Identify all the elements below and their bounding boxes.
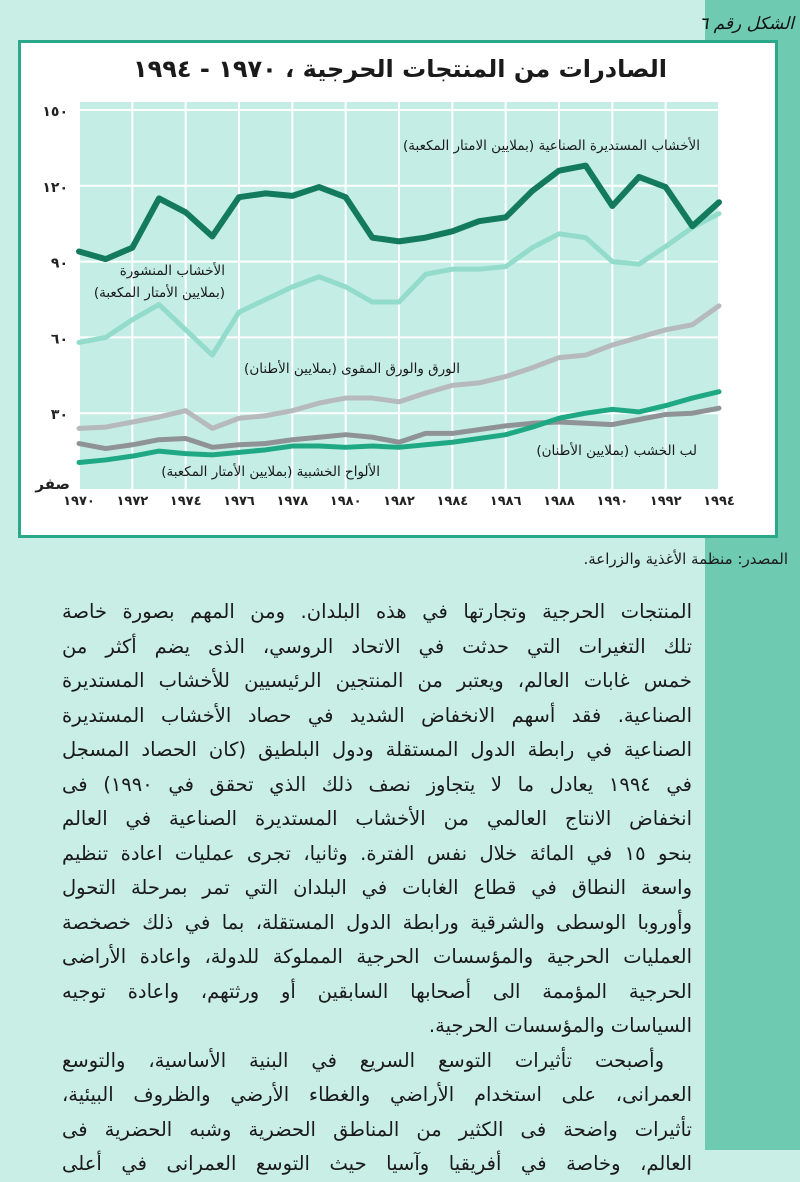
series-label-wood-panels: الألواح الخشبية (بملايين الأمتار المكعبة): [161, 464, 380, 480]
paragraph-line: العمليات الحرجية والمؤسسات الحرجية المملوكة للدولة، واعادة الأراضى: [62, 945, 692, 968]
x-tick-label: ١٩٩٠: [596, 494, 629, 509]
series-label-wood-pulp: لب الخشب (بملايين الأطنان): [536, 443, 697, 459]
x-tick-label: ١٩٨٦: [489, 494, 522, 509]
paragraph-line: العمرانى، على استخدام الأراضي والغطاء الأرضي والظروف البيئية،: [62, 1083, 692, 1106]
paragraph-line: الحرجية المؤممة الى أصحابها السابقين أو ورثتهم، واعادة توجيه: [62, 979, 692, 1003]
x-tick-label: ١٩٧٠: [63, 494, 95, 509]
chart-title: الصادرات من المنتجات الحرجية ، ١٩٧٠ - ١٩٩٤: [132, 55, 668, 83]
paragraph-line: المنتجات الحرجية وتجارتها في هذه البلدان. ومن المهم بصورة خاصة: [62, 600, 692, 623]
figure-label: الشكل رقم ٦: [699, 14, 794, 34]
series-label-paper: الورق والورق المقوى (بملايين الأطنان): [244, 361, 460, 377]
paragraph-line: الصناعية. فقد أسهم الانخفاض الشديد في حصاد الأخشاب المستديرة: [62, 703, 692, 727]
paragraph-line: وأوروبا الوسطى والشرقية ورابطة الدول المستقلة، بما في ذلك خصخصة: [62, 910, 692, 934]
paragraph-line: في ١٩٩٤ يعادل ما لا يتجاوز نصف ذلك الذي تحقق في ١٩٩٠) فى: [62, 772, 692, 796]
x-tick-label: ١٩٧٨: [276, 494, 309, 509]
y-tick-label: صفر: [35, 475, 70, 493]
source-note: المصدر: منظمة الأغذية والزراعة.: [583, 550, 788, 568]
paragraph-line: السياسات والمؤسسات الحرجية.: [428, 1014, 692, 1037]
series-label-sawnwood: (بملايين الأمتار المكعبة): [93, 285, 225, 301]
x-tick-label: ١٩٨٤: [436, 494, 469, 509]
paragraph-line: خمس غابات العالم، ويعتبر من المنتجين الرئيسيين للأخشاب المستديرة: [62, 669, 692, 692]
series-label-industrial-roundwood: الأخشاب المستديرة الصناعية (بملايين الامتار المكعبة): [403, 138, 700, 154]
y-tick-label: ٩٠: [50, 255, 68, 272]
paragraph-line: وأصبحت تأثيرات التوسع السريع في البنية الأساسية، والتوسع: [62, 1048, 664, 1072]
series-label-sawnwood: الأخشاب المنشورة: [119, 263, 225, 279]
y-tick-label: ١٢٠: [42, 179, 68, 196]
y-tick-label: ١٥٠: [42, 104, 68, 120]
paragraph-line: الصناعية في رابطة الدول المستقلة ودول البلطيق (كان الحصاد المسجل: [62, 738, 692, 761]
line-chart: [0, 0, 800, 540]
body-text: [62, 595, 692, 1182]
x-tick-label: ١٩٧٢: [116, 494, 149, 509]
paragraph-line: العالم، وخاصة في أفريقيا وآسيا حيث التوسع العمرانى في أعلى: [62, 1152, 692, 1175]
x-tick-label: ١٩٧٤: [169, 494, 202, 509]
paragraph-line: واسعة النطاق في قطاع الغابات في البلدان التي تمر بمرحلة التحول: [62, 876, 692, 899]
paragraph-line: انخفاض الانتاج العالمي من الأخشاب المستديرة الصناعية في العالم: [62, 807, 692, 830]
x-tick-label: ١٩٩٤: [703, 494, 735, 509]
x-tick-label: ١٩٩٢: [649, 494, 682, 509]
y-tick-label: ٣٠: [50, 407, 68, 424]
paragraph-line: بنحو ١٥ في المائة خلال نفس الفترة. وثانيا، تجرى عمليات اعادة تنظيم: [62, 841, 692, 865]
x-tick-label: ١٩٨٨: [543, 494, 575, 509]
x-tick-label: ١٩٧٦: [223, 494, 255, 509]
paragraph-line: تلك التغيرات التي حدثت في الاتحاد الروسي، الذى يضم أكثر من: [62, 634, 692, 658]
x-tick-label: ١٩٨٠: [329, 494, 362, 509]
paragraph-line: تأثيرات واضحة فى الكثير من المناطق الحضرية وشبه الحضرية فى: [62, 1117, 692, 1141]
x-tick-label: ١٩٨٢: [383, 494, 415, 509]
y-tick-label: ٦٠: [50, 331, 68, 348]
